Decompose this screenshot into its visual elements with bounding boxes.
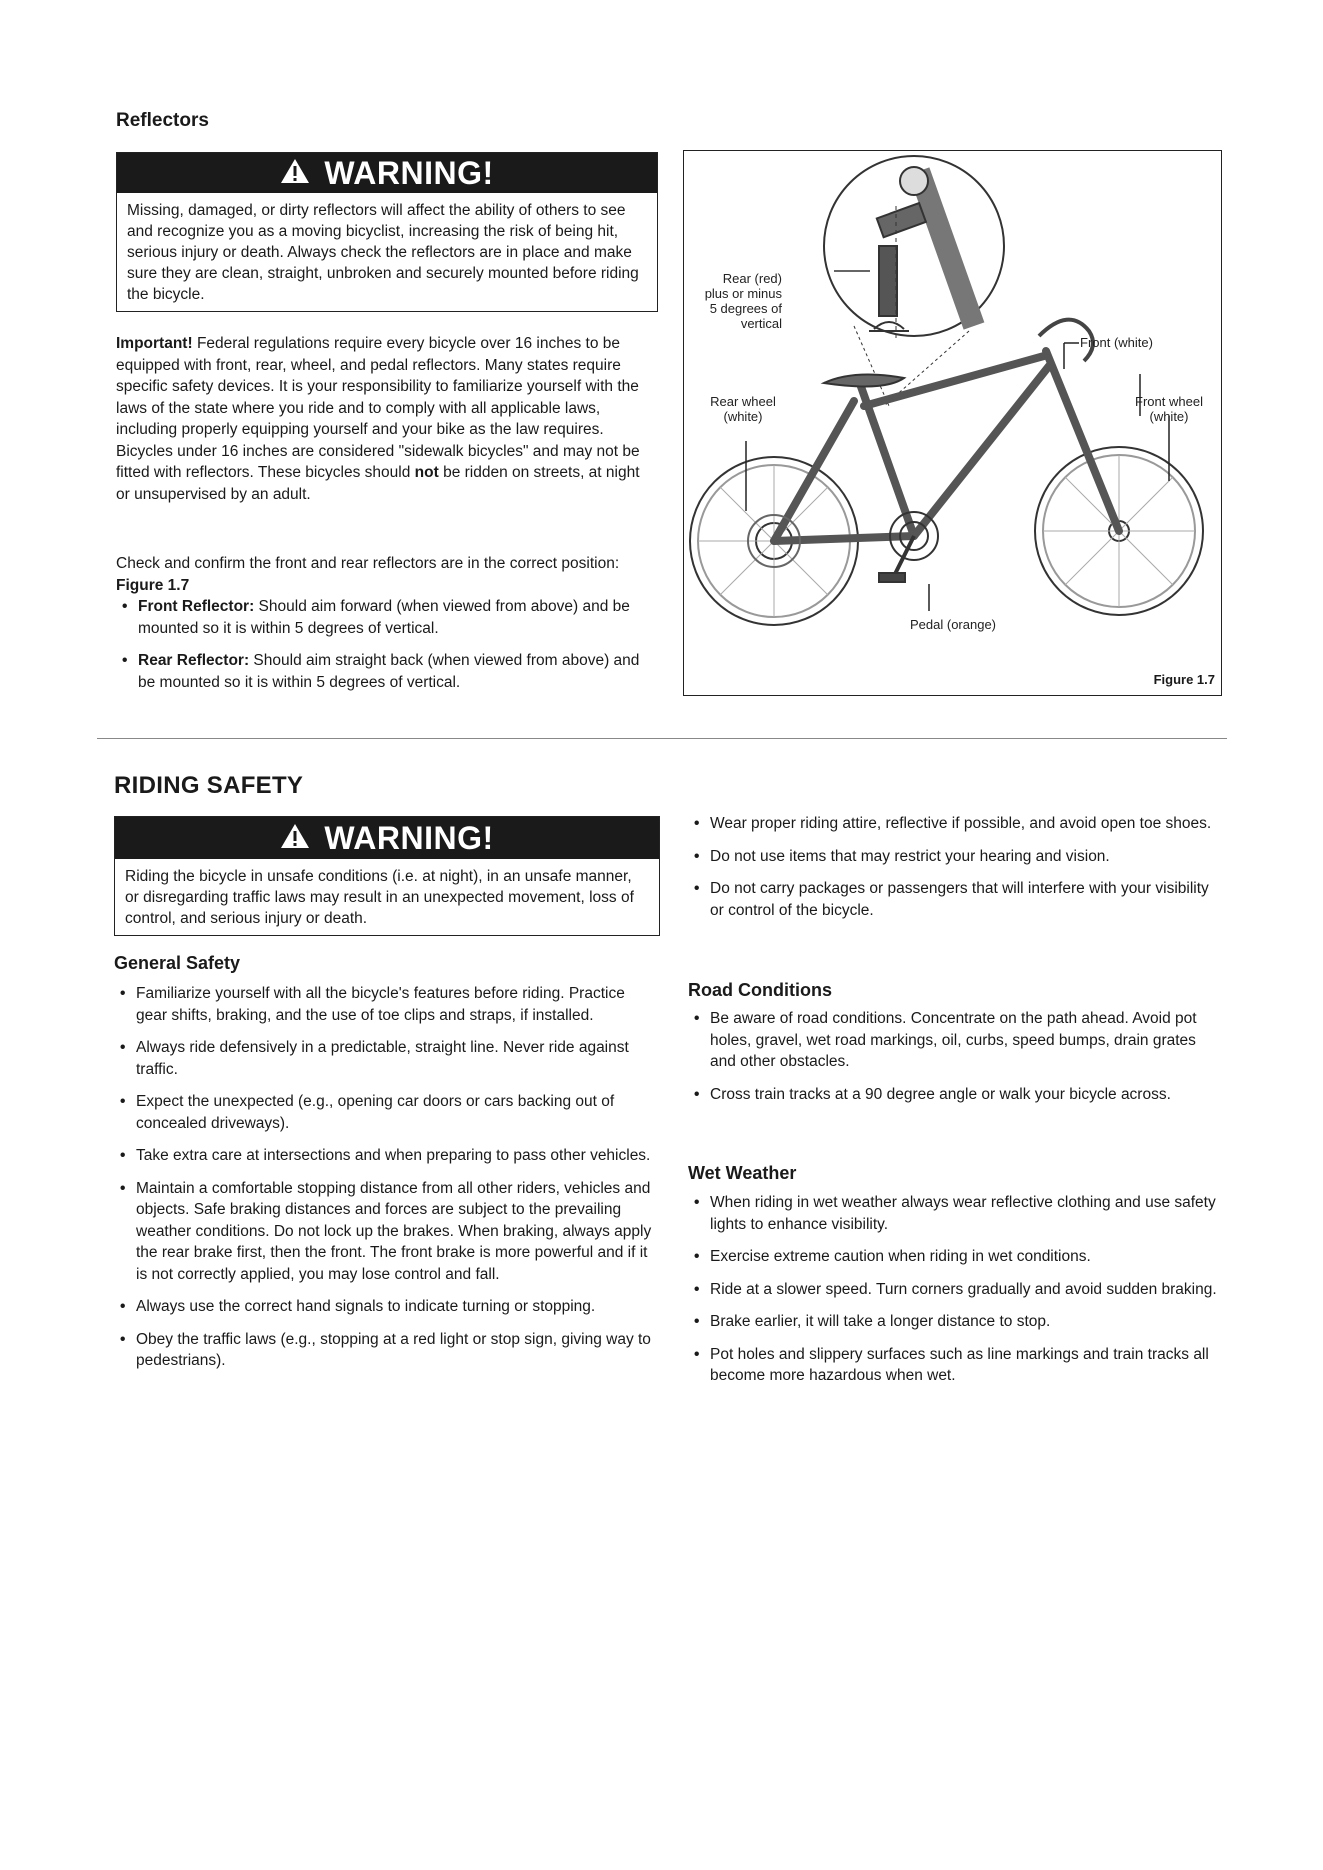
bullet-text: Should aim forward (when viewed from above) and be mounted so it is within 5 degrees of vertical. <box>138 598 630 637</box>
warning-title: WARNING! <box>324 820 494 856</box>
section-divider <box>97 738 1227 739</box>
label-line: vertical <box>740 316 782 331</box>
list-item: • Maintain a comfortable stopping distance from all other riders, vehicles and objects. Safe braking distances and forces are subject to the prevailing weather conditions. Do not lock up the brakes. When braking, always apply the rear brake first, then the front. The front brake is more powerful and if it is not correctly applied, you may lose control and fall. <box>114 1178 659 1286</box>
important-paragraph <box>116 333 656 505</box>
warning-text: Missing, damaged, or dirty reflectors will affect the ability of others to see and recognize you as a moving bicyclist, increasing the risk of being hit, serious injury or death. Always check the reflectors are in place and make sure they are clean, straight, unbroken and securely mounted before riding the bicycle. <box>127 202 639 303</box>
list-item: • Brake earlier, it will take a longer distance to stop. <box>688 1311 1223 1333</box>
bullet-label: Front Reflector: <box>138 598 255 615</box>
warning-triangle-icon <box>280 817 310 859</box>
list-item: • Be aware of road conditions. Concentrate on the path ahead. Avoid pot holes, gravel, wet road markings, oil, curbs, speed bumps, drain grates and other obstacles. <box>688 1008 1223 1073</box>
warning-banner <box>115 817 659 859</box>
warning-text: Riding the bicycle in unsafe conditions (i.e. at night), in an unsafe manner, or disregarding traffic laws may result in an unexpected movement, loss of control, and serious injury or death. <box>125 868 634 927</box>
reflectors-heading: Reflectors <box>116 110 209 131</box>
check-paragraph <box>116 553 656 596</box>
label-line: (white) <box>723 409 763 424</box>
figure-caption: Figure 1.7 <box>1153 672 1215 687</box>
check-figure-ref: Figure 1.7 <box>116 576 190 594</box>
label-line: Rear wheel <box>710 394 776 409</box>
list-item: • Do not carry packages or passengers that will interfere with your visibility or control of the bicycle. <box>688 878 1218 921</box>
list-item: • Do not use items that may restrict your hearing and vision. <box>688 846 1218 868</box>
road-conditions-heading: Road Conditions <box>688 980 832 1000</box>
general-safety-list <box>114 983 659 1383</box>
label-front-white: Front (white) <box>1080 335 1153 350</box>
list-item: • Familiarize yourself with all the bicycle's features before riding. Practice gear shifts, braking, and the use of toe clips and straps, if installed. <box>114 983 659 1026</box>
label-line: plus or minus <box>704 286 782 301</box>
check-text: Check and confirm the front and rear reflectors are in the correct position: <box>116 555 620 572</box>
wet-weather-heading: Wet Weather <box>688 1163 797 1183</box>
label-line: 5 degrees of <box>709 301 782 316</box>
list-item: • Expect the unexpected (e.g., opening car doors or cars backing out of concealed driveways). <box>114 1091 659 1134</box>
right-safety-list <box>688 813 1218 932</box>
list-item: • Wear proper riding attire, reflective if possible, and avoid open toe shoes. <box>688 813 1218 835</box>
reflectors-warning-box <box>116 152 658 312</box>
bullet-label: Rear Reflector: <box>138 652 250 669</box>
list-item: • Always ride defensively in a predictable, straight line. Never ride against traffic. <box>114 1037 659 1080</box>
label-pedal: Pedal (orange) <box>910 617 996 632</box>
reflector-bullets <box>116 596 656 704</box>
list-item: • When riding in wet weather always wear reflective clothing and use safety lights to enhance visibility. <box>688 1192 1223 1235</box>
list-item <box>116 596 656 639</box>
list-item: • Cross train tracks at a 90 degree angle or walk your bicycle across. <box>688 1084 1223 1106</box>
road-conditions-list <box>688 1008 1223 1116</box>
list-item: • Ride at a slower speed. Turn corners gradually and avoid sudden braking. <box>688 1279 1223 1301</box>
important-text-b: be ridden on streets, at night or unsupervised by an adult. <box>116 464 640 503</box>
label-line: (white) <box>1149 409 1189 424</box>
label-rear-red <box>689 271 782 331</box>
general-safety-heading: General Safety <box>114 953 241 973</box>
label-line: Front wheel <box>1135 394 1203 409</box>
important-bold: not <box>414 464 439 481</box>
wet-weather-list <box>688 1192 1223 1398</box>
figure-box <box>683 150 1222 696</box>
list-item <box>116 650 656 693</box>
bullet-text: Should aim straight back (when viewed from above) and be mounted so it is within 5 degrees of vertical. <box>138 652 640 691</box>
label-rear-wheel <box>702 394 784 424</box>
list-item: • Exercise extreme caution when riding in wet conditions. <box>688 1246 1223 1268</box>
label-front-wheel <box>1124 394 1214 424</box>
label-line: Rear (red) <box>722 271 782 286</box>
warning-title: WARNING! <box>324 155 494 191</box>
riding-warning-box <box>114 816 660 936</box>
list-item: • Obey the traffic laws (e.g., stopping at a red light or stop sign, giving way to pedestrians). <box>114 1329 659 1372</box>
riding-safety-heading: RIDING SAFETY <box>114 772 304 799</box>
list-item: • Take extra care at intersections and when preparing to pass other vehicles. <box>114 1145 659 1167</box>
warning-banner <box>117 153 657 193</box>
important-text-a: Federal regulations require every bicycle over 16 inches to be equipped with front, rear, wheel, and pedal reflectors. Many states require specific safety devices. It is your responsibility to familiarize yourself with the laws of the state where you ride and to comply with all applicable laws, including properly equipping yourself and your bike as the law requires. Bicycles under 16 inches are considered "sidewalk bicycles" and may not be fitted with reflectors. These bicycles should <box>116 335 640 481</box>
list-item: • Pot holes and slippery surfaces such as line markings and train tracks all become more hazardous when wet. <box>688 1344 1223 1387</box>
important-label: Important! <box>116 335 193 352</box>
list-item: • Always use the correct hand signals to indicate turning or stopping. <box>114 1296 659 1318</box>
warning-triangle-icon <box>280 153 310 193</box>
